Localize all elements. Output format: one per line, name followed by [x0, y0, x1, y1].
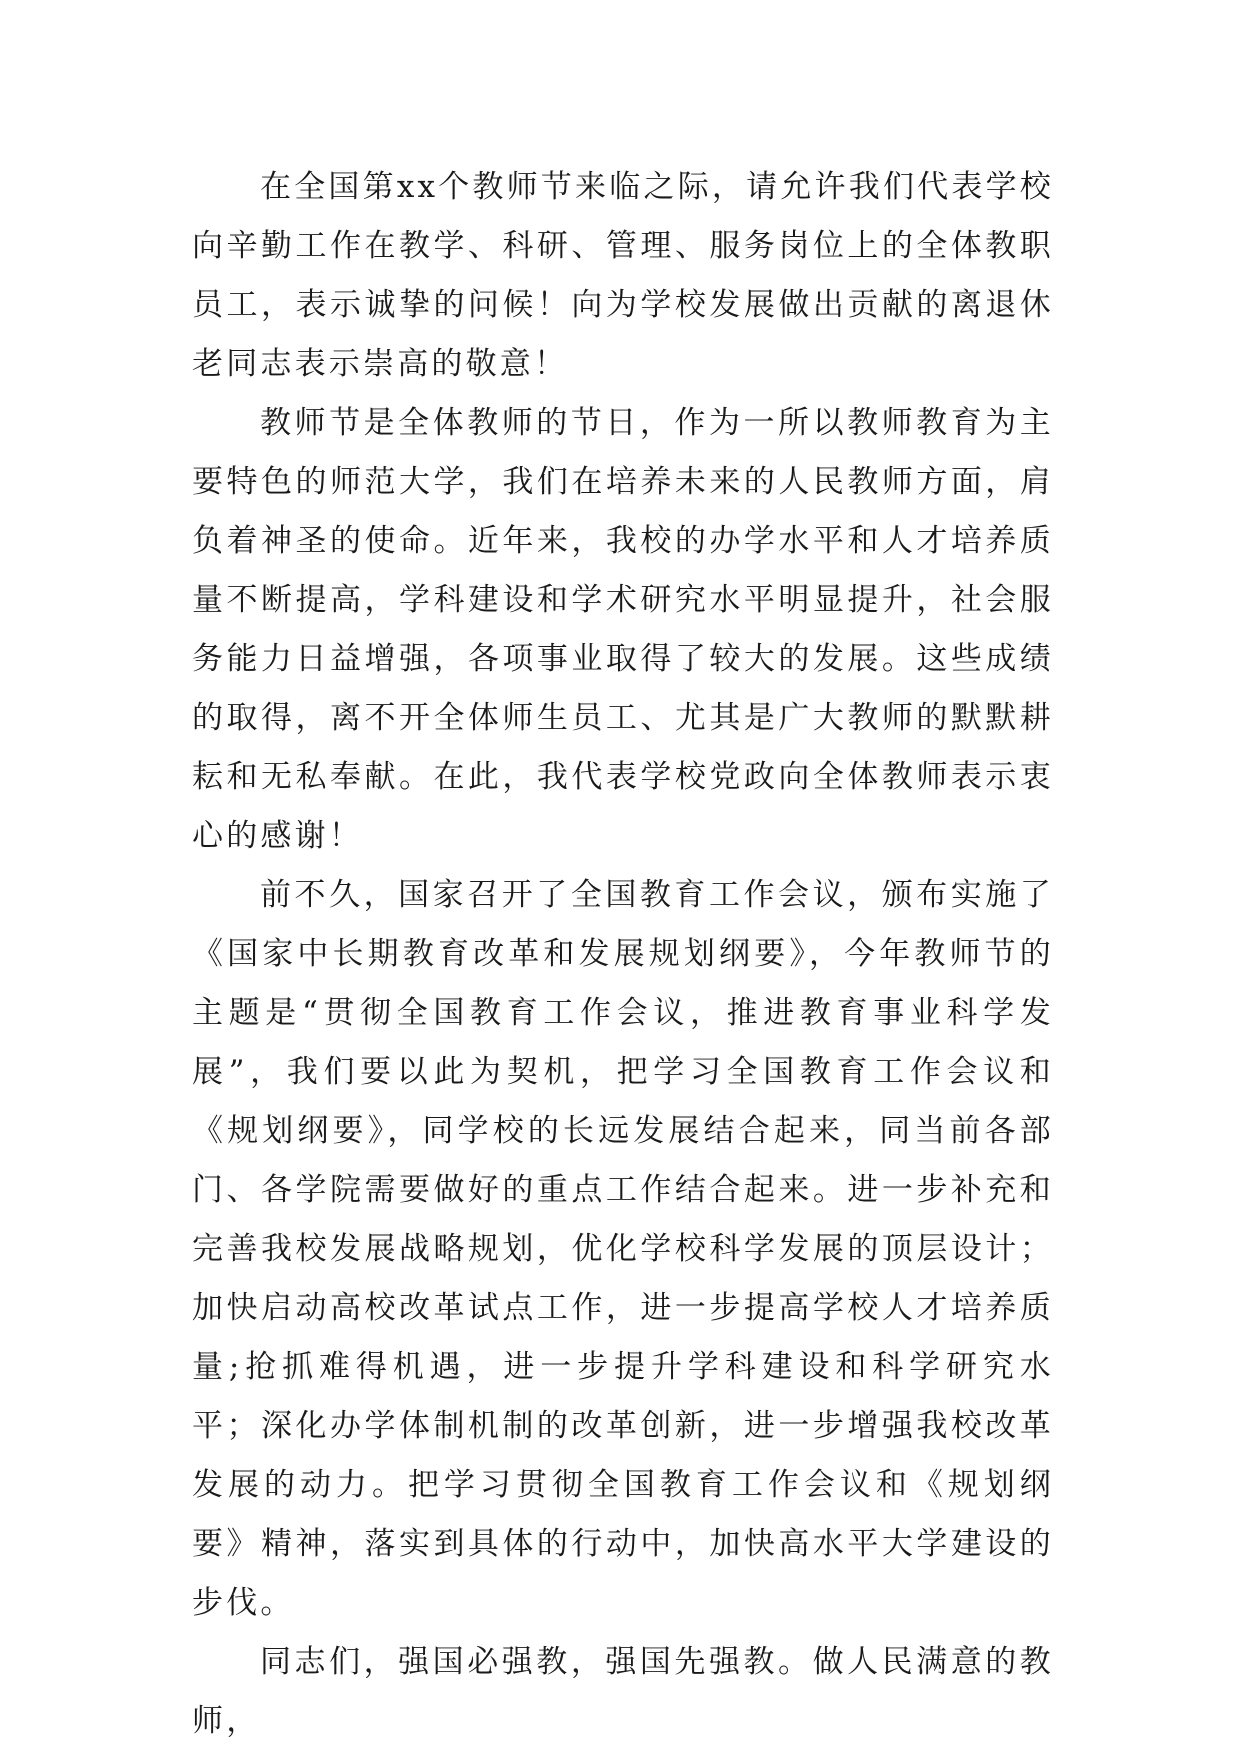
paragraph: 教师节是全体教师的节日，作为一所以教师教育为主要特色的师范大学，我们在培养未来的人民教师方面，肩负着神圣的使命。近年来，我校的办学水平和人才培养质量不断提高，学科建设和学术研究水平明显提升，社会服务能力日益增强，各项事业取得了较大的发展。这些成绩的取得，离不开全体师生员工、尤其是广大教师的默默耕耘和无私奉献。在此，我代表学校党政向全体教师表示衷心的感谢！	[192, 405, 1054, 854]
document-body	[192, 158, 1054, 1751]
paragraph: 同志们，强国必强教，强国先强教。做人民满意的教师，	[192, 1644, 1054, 1739]
paragraph: 在全国第xx个教师节来临之际，请允许我们代表学校向辛勤工作在教学、科研、管理、服务岗位上的全体教职员工，表示诚挚的问候！向为学校发展做出贡献的离退休老同志表示崇高的敬意！	[192, 169, 1054, 382]
paragraph: 前不久，国家召开了全国教育工作会议，颁布实施了《国家中长期教育改革和发展规划纲要》，今年教师节的主题是“贯彻全国教育工作会议，推进教育事业科学发展”，我们要以此为契机，把学习全国教育工作会议和《规划纲要》，同学校的长远发展结合起来，同当前各部门、各学院需要做好的重点工作结合起来。进一步补充和完善我校发展战略规划，优化学校科学发展的顶层设计；加快启动高校改革试点工作，进一步提高学校人才培养质量;抢抓难得机遇，进一步提升学科建设和科学研究水平；深化办学体制机制的改革创新，进一步增强我校改革发展的动力。把学习贯彻全国教育工作会议和《规划纲要》精神，落实到具体的行动中，加快高水平大学建设的步伐。	[192, 877, 1054, 1621]
